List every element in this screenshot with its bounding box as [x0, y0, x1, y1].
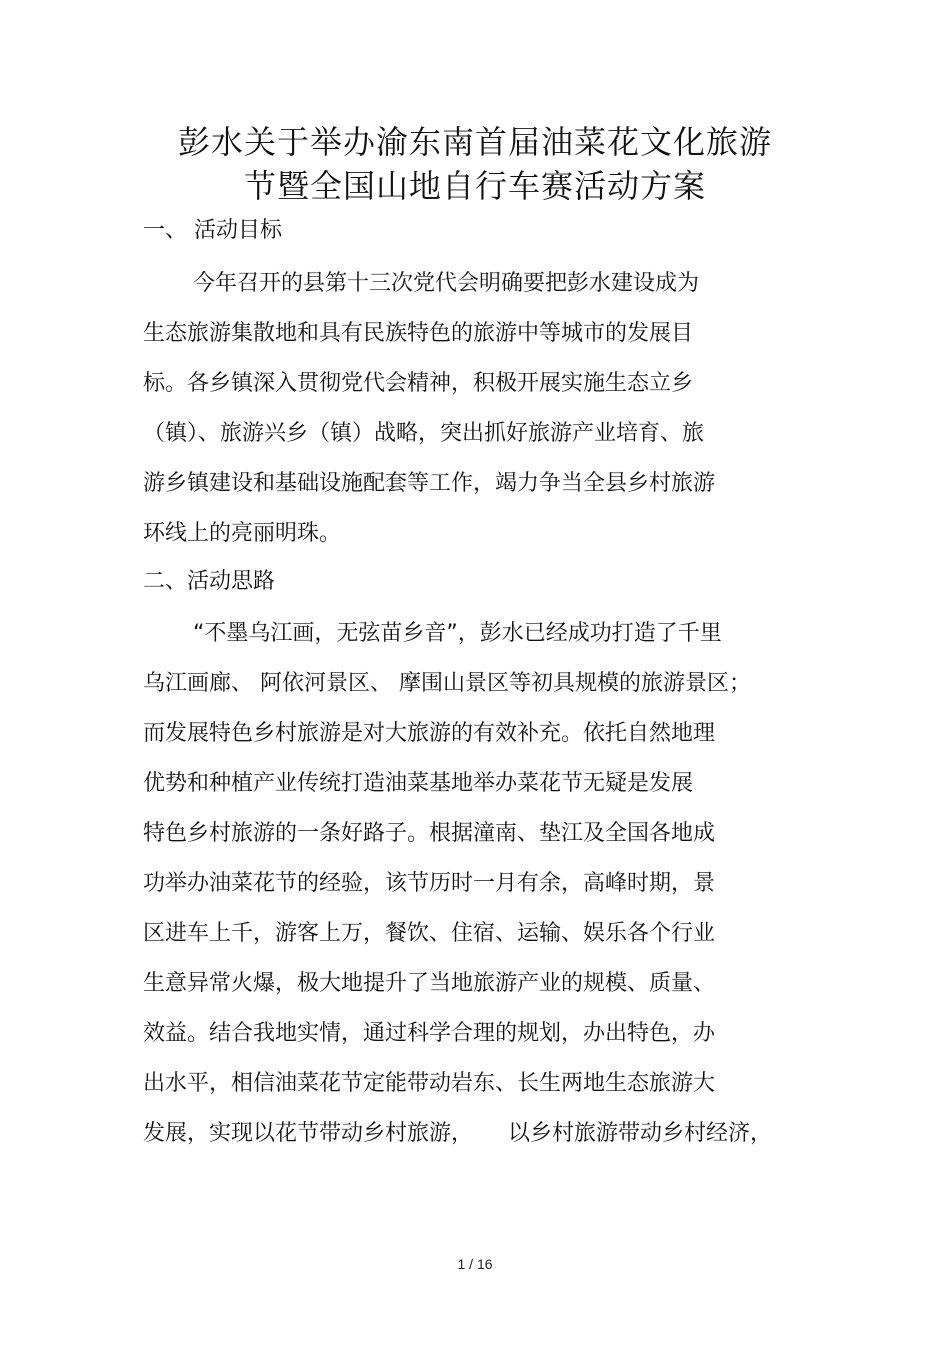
paragraph-line: 游乡镇建设和基础设施配套等工作，竭力争当全县乡村旅游 [143, 471, 716, 496]
paragraph-line: （镇）、旅游兴乡（镇）战略，突出抓好旅游产业培育、旅 [143, 421, 705, 446]
document-title [120, 120, 830, 208]
paragraph-line: 今年召开的县第十三次党代会明确要把彭水建设成为 [193, 271, 700, 296]
page-indicator: 1 / 16 [457, 1256, 493, 1272]
paragraph-line: 功举办油菜花节的经验，该节历时一月有余，高峰时期，景 [143, 871, 716, 896]
paragraph-line: 发展，实现以花节带动乡村旅游， 以乡村旅游带动乡村经济， [143, 1121, 772, 1146]
title-line-2: 节暨全国山地自行车赛活动方案 [243, 167, 706, 205]
paragraph-line: 特色乡村旅游的一条好路子。根据潼南、垫江及全国各地成 [143, 821, 716, 846]
paragraph-line: 标。各乡镇深入贯彻党代会精神，积极开展实施生态立乡 [143, 371, 694, 396]
paragraph-line: 优势和种植产业传统打造油菜基地举办菜花节无疑是发展 [143, 771, 694, 796]
paragraph-line: 生态旅游集散地和具有民族特色的旅游中等城市的发展目 [143, 321, 694, 346]
paragraph-line: 区进车上千，游客上万，餐饮、住宿、运输、娱乐各个行业 [143, 921, 716, 946]
paragraph-line: 而发展特色乡村旅游是对大旅游的有效补充。依托自然地理 [143, 721, 716, 746]
section-heading-goals: 一、 活动目标 [143, 218, 282, 243]
paragraph-line: “不墨乌江画，无弦苗乡音”，彭水已经成功打造了千里 [193, 621, 722, 646]
paragraph-line: 生意异常火爆，极大地提升了当地旅游产业的规模、质量、 [143, 971, 716, 996]
section-heading-approach: 二、活动思路 [143, 569, 276, 594]
paragraph-line: 乌江画廊、 阿依河景区、 摩围山景区等初具规模的旅游景区； [143, 671, 751, 696]
paragraph-line: 效益。结合我地实情，通过科学合理的规划，办出特色，办 [143, 1021, 716, 1046]
title-line-1: 彭水关于举办渝东南首届油菜花文化旅游 [177, 123, 772, 161]
paragraph-line: 出水平，相信油菜花节定能带动岩东、长生两地生态旅游大 [143, 1071, 716, 1096]
paragraph-line: 环线上的亮丽明珠。 [143, 521, 342, 546]
